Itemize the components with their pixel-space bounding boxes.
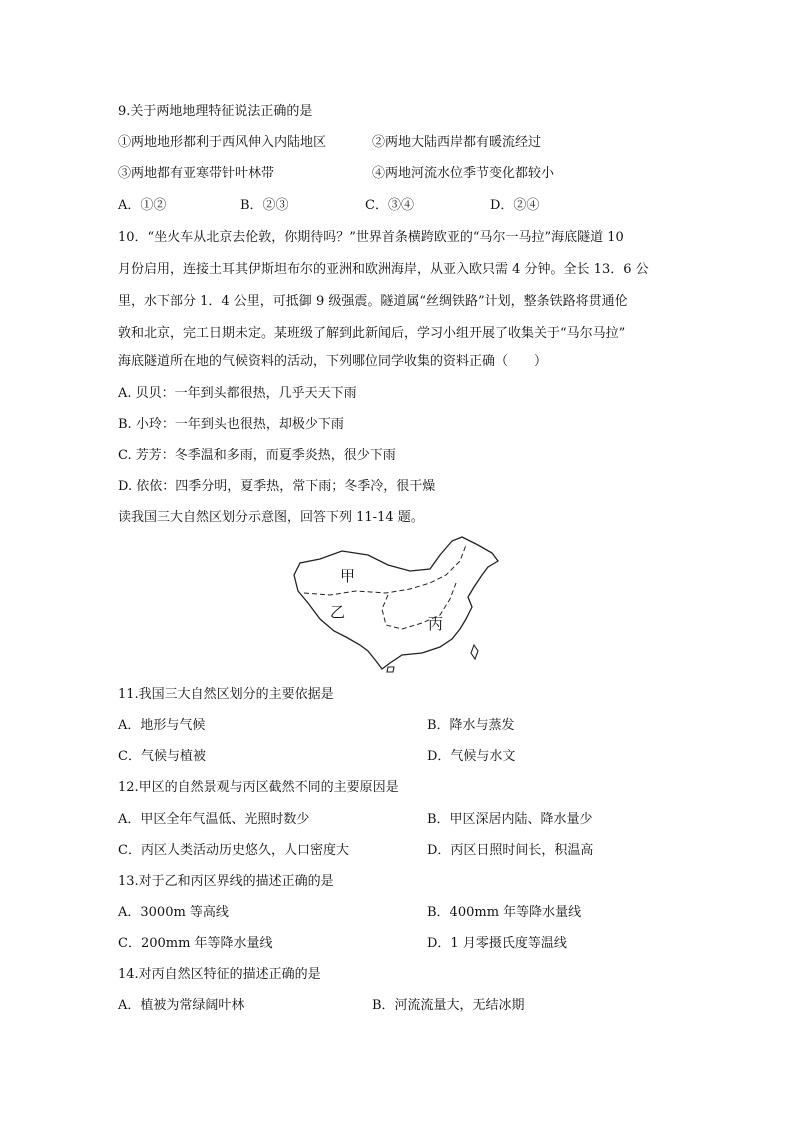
q10-line-2: 月份启用，连接土耳其伊斯坦布尔的亚洲和欧洲海岸，从亚入欧只需 4 分钟。全长 13．6 公	[118, 262, 649, 277]
q11-option-a: A．地形与气候	[118, 718, 206, 733]
q9-statement-1: ①两地地形都利于西风伸入内陆地区	[118, 135, 327, 150]
q13-stem: 13.对于乙和丙区界线的描述正确的是	[118, 874, 334, 889]
q9-option-b: B．②③	[240, 198, 289, 213]
q10-option-a: A. 贝贝：一年到头都很热，几乎天天下雨	[118, 386, 357, 401]
map-label-jia: 甲	[340, 567, 356, 585]
china-natural-regions-map	[290, 533, 510, 675]
q9-option-c: C．③④	[365, 198, 414, 213]
q10-option-d: D. 依依：四季分明，夏季热，常下雨；冬季冷，很干燥	[118, 479, 436, 494]
q9-statement-2: ②两地大陆西岸都有暖流经过	[372, 135, 542, 150]
hainan-outline	[387, 667, 394, 672]
q13-option-d: D．1 月零摄氏度等温线	[427, 936, 567, 951]
q14-stem: 14.对丙自然区特征的描述正确的是	[118, 967, 321, 982]
q14-option-b: B．河流流量大，无结冰期	[372, 998, 525, 1013]
map-label-bing: 丙	[428, 615, 444, 633]
q12-option-b: B．甲区深居内陆、降水量少	[427, 812, 593, 827]
q10-option-b: B. 小玲：一年到头也很热，却极少下雨	[118, 417, 344, 432]
map-intro: 读我国三大自然区划分示意图，回答下列 11-14 题。	[118, 510, 424, 525]
q9-statement-3: ③两地都有亚寒带针叶林带	[118, 166, 275, 181]
q13-option-c: C．200mm 年等降水量线	[118, 936, 273, 951]
q10-line-1: 10．“坐火车从北京去伦敦，你期待吗？”世界首条横跨欧亚的“马尔一马拉”海底隧道 10	[118, 230, 624, 245]
q9-statement-4: ④两地河流水位季节变化都较小	[372, 166, 555, 181]
q9-option-d: D．②④	[490, 198, 540, 213]
q11-option-c: C．气候与植被	[118, 749, 206, 764]
q9-stem: 9.关于两地地理特征说法正确的是	[118, 104, 313, 119]
q12-option-d: D．丙区日照时间长，积温高	[427, 843, 594, 858]
q13-option-a: A．3000m 等高线	[118, 905, 229, 920]
q11-option-d: D．气候与水文	[427, 749, 516, 764]
q13-option-b: B．400mm 年等降水量线	[427, 905, 582, 920]
q11-stem: 11.我国三大自然区划分的主要依据是	[118, 687, 334, 702]
q14-option-a: A．植被为常绿阔叶林	[118, 998, 245, 1013]
taiwan-outline	[471, 645, 478, 659]
q11-option-b: B．降水与蒸发	[427, 718, 515, 733]
boundary-yi-bing	[382, 583, 456, 629]
q10-line-5: 海底隧道所在地的气候资料的活动，下列哪位同学收集的资料正确（ ）	[118, 354, 548, 369]
q10-option-c: C. 芳芳：冬季温和多雨，而夏季炎热，很少下雨	[118, 448, 396, 463]
q10-line-3: 里，水下部分 1．4 公里，可抵御 9 级强震。隧道属“丝绸铁路”计划，整条铁路将贯通伦	[118, 294, 628, 309]
china-outline	[294, 537, 498, 669]
q12-stem: 12.甲区的自然景观与丙区截然不同的主要原因是	[118, 780, 399, 795]
q10-line-4: 敦和北京，完工日期未定。某班级了解到此新闻后，学习小组开展了收集关于“马尔马拉”	[118, 326, 626, 341]
q9-option-a: A．①②	[118, 198, 167, 213]
q12-option-c: C．丙区人类活动历史悠久，人口密度大	[118, 843, 349, 858]
map-label-yi: 乙	[330, 603, 346, 621]
q12-option-a: A．甲区全年气温低、光照时数少	[118, 812, 310, 827]
